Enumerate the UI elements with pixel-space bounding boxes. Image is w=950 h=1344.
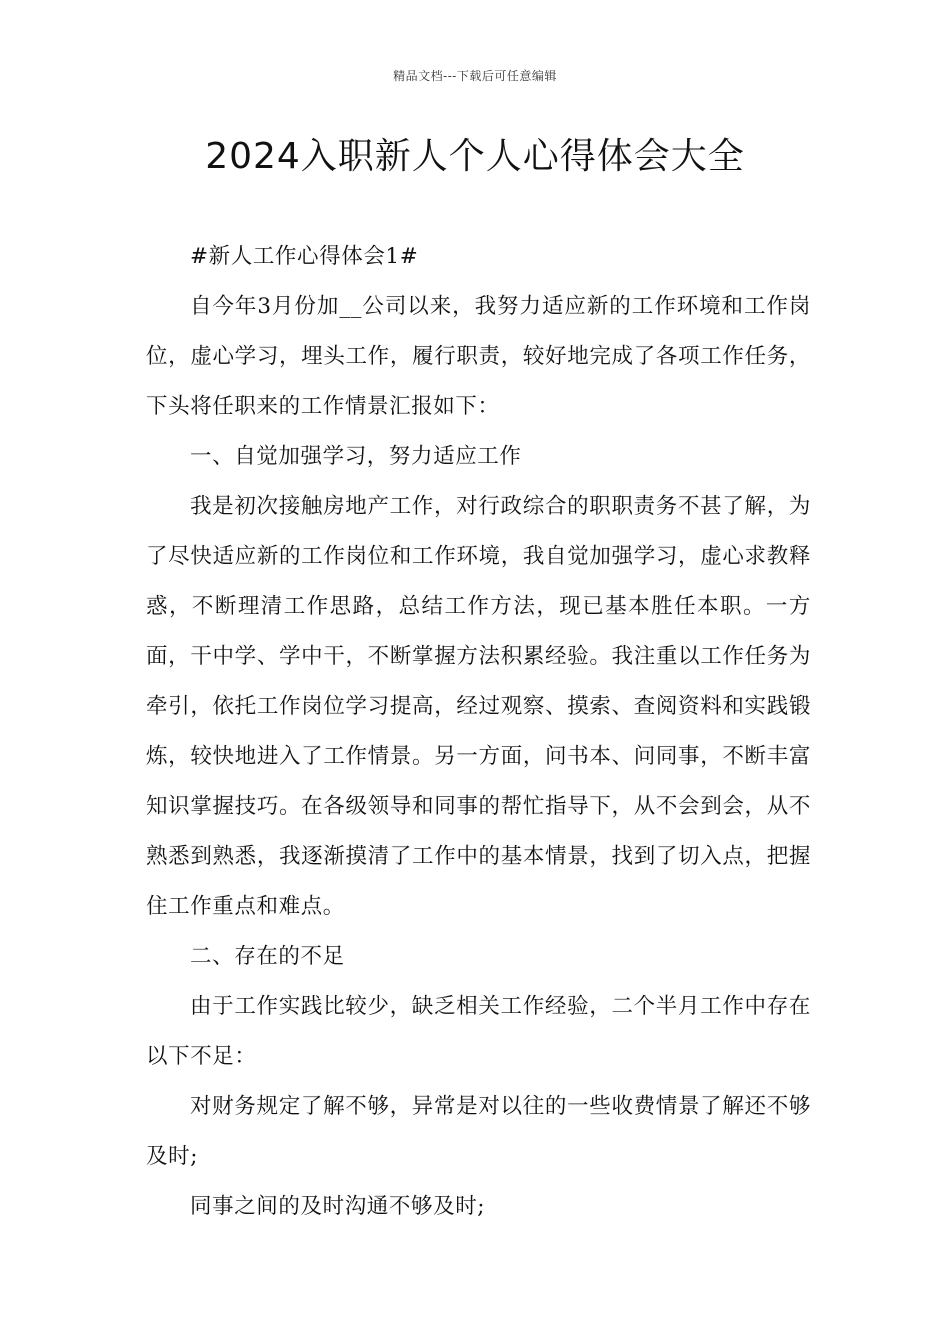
section-heading-1: #新人工作心得体会1# bbox=[190, 244, 419, 269]
paragraph-communication: 同事之间的及时沟通不够及时; bbox=[190, 1194, 486, 1219]
document-body bbox=[146, 232, 811, 1232]
paragraph-finance: 对财务规定了解不够，异常是对以往的一些收费情景了解还不够及时; bbox=[146, 1094, 811, 1169]
page-header-note: 精品文档---下载后可任意编辑 bbox=[393, 69, 557, 83]
section-heading-shortcomings: 二、存在的不足 bbox=[190, 944, 345, 969]
paragraph-intro: 自今年3月份加__公司以来，我努力适应新的工作环境和工作岗位，虚心学习，埋头工作，履行职责，较好地完成了各项工作任务，下头将任职来的工作情景汇报如下： bbox=[146, 294, 811, 419]
section-heading-learning: 一、自觉加强学习，努力适应工作 bbox=[190, 444, 522, 469]
document-title: 2024入职新人个人心得体会大全 bbox=[205, 136, 745, 177]
paragraph-shortcomings: 由于工作实践比较少，缺乏相关工作经验，二个半月工作中存在以下不足： bbox=[146, 994, 811, 1069]
paragraph-learning: 我是初次接触房地产工作，对行政综合的职职责务不甚了解，为了尽快适应新的工作岗位和工作环境，我自觉加强学习，虚心求教释惑，不断理清工作思路，总结工作方法，现已基本胜任本职。一方面，干中学、学中干，不断掌握方法积累经验。我注重以工作任务为牵引，依托工作岗位学习提高，经过观察、摸索、查阅资料和实践锻炼，较快地进入了工作情景。另一方面，问书本、问同事，不断丰富知识掌握技巧。在各级领导和同事的帮忙指导下，从不会到会，从不熟悉到熟悉，我逐渐摸清了工作中的基本情景，找到了切入点，把握住工作重点和难点。 bbox=[146, 494, 811, 919]
